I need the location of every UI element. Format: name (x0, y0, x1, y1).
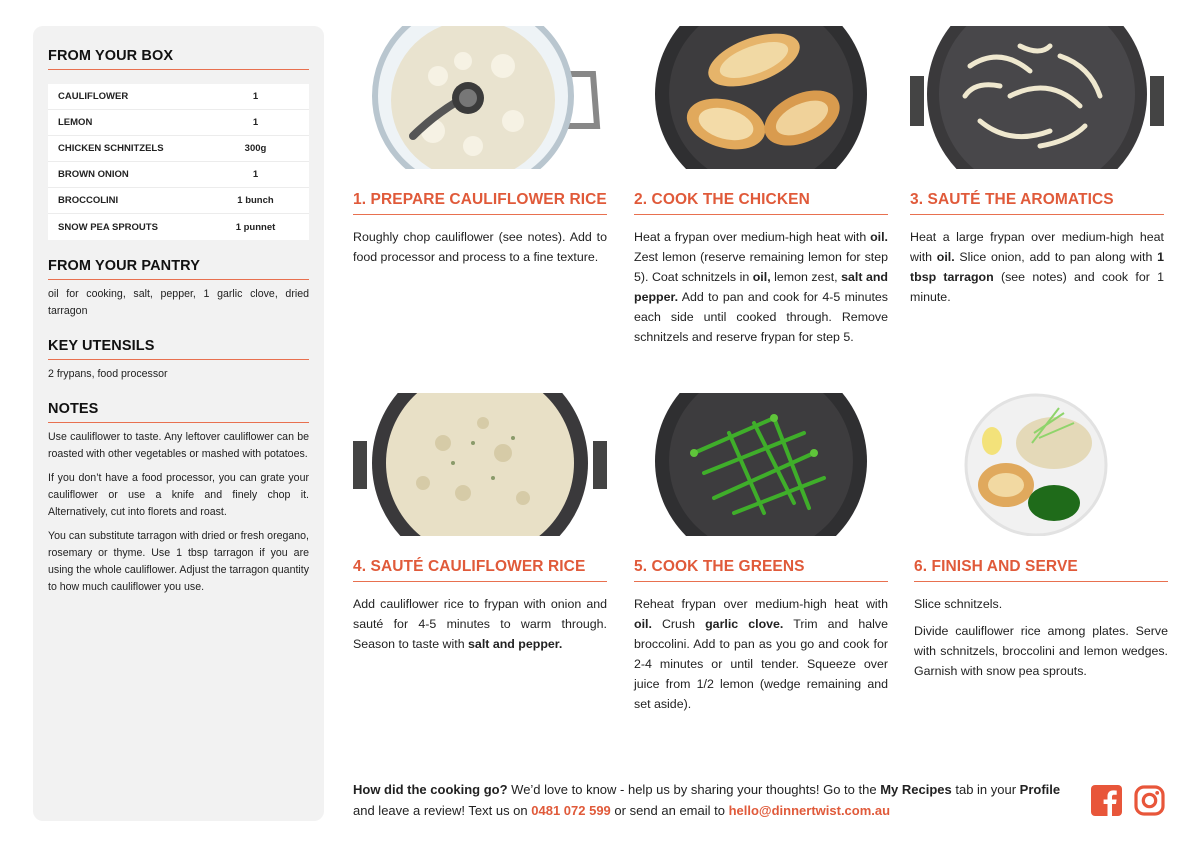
table-row (48, 188, 309, 214)
plated-dish-photo (914, 393, 1168, 536)
step-instructions: Reheat frypan over medium-high heat with oil. Crush garlic clove. Trim and halve broccolini. Add to pan as you go and cook for 2-4 minutes or until tender. Squeeze over juice from 1/2 lemon (wedge remaining and set aside). (634, 597, 888, 711)
step-title: 5. COOK THE GREENS (634, 558, 888, 582)
food-processor-photo (353, 26, 607, 169)
note-paragraph: You can substitute tarragon with dried or fresh oregano, rosemary or thyme. Use 1 tbsp tarragon if you are using the whole cauliflower. Adjust the tarragon quantity to how much cauliflower you use. (48, 530, 309, 593)
step-3 (910, 26, 1164, 307)
utensils-heading: KEY UTENSILS (48, 338, 309, 360)
step-title: 3. SAUTÉ THE AROMATICS (910, 191, 1164, 215)
ingredient-qty: 1 (252, 117, 259, 128)
step-instructions: Heat a frypan over medium-high heat with oil. Zest lemon (reserve remaining lemon for step 5). Coat schnitzels in oil, lemon zest, salt and pepper. Add to pan and cook for 4-5 minutes each side until cooked through. Remove schnitzels and reserve frypan for step 5. (634, 230, 888, 344)
note-paragraph: If you don’t have a food processor, you can grate your cauliflower or use a knife and finely chop it. Alternatively, cut into florets and roast. (48, 472, 309, 518)
greens-pan-photo (634, 393, 888, 536)
step-title: 1. PREPARE CAULIFLOWER RICE (353, 191, 607, 215)
step-title: 4. SAUTÉ CAULIFLOWER RICE (353, 558, 607, 582)
step-4 (353, 393, 607, 654)
step-5 (634, 393, 888, 714)
pantry-text: oil for cooking, salt, pepper, 1 garlic clove, dried tarragon (48, 288, 309, 317)
notes-section (48, 401, 309, 596)
ingredient-name: CHICKEN SCHNITZELS (58, 143, 164, 154)
box-ingredients-table (48, 84, 309, 240)
onion-pan-photo (910, 26, 1164, 169)
step-2 (634, 26, 888, 347)
ingredient-qty: 1 bunch (237, 195, 274, 206)
facebook-icon[interactable] (1091, 785, 1122, 821)
ingredient-name: CAULIFLOWER (58, 91, 129, 102)
ingredient-qty: 1 (252, 169, 259, 180)
step-instructions: Slice schnitzels. Divide cauliflower rice among plates. Serve with schnitzels, broccolini and lemon wedges. Garnish with snow pea sprouts. (914, 597, 1168, 678)
step-instructions: Add cauliflower rice to frypan with onion and sauté for 4-5 minutes to warm through. Season to taste with salt and pepper. (353, 597, 607, 651)
table-row (48, 110, 309, 136)
step-instructions: Heat a large frypan over medium-high heat with oil. Slice onion, add to pan along with 1 tbsp tarragon (see notes) and cook for 1 minute. (910, 230, 1164, 304)
email-link[interactable]: hello@dinnertwist.com.au (728, 803, 891, 818)
ingredient-name: BROCCOLINI (58, 195, 119, 206)
utensils-section (48, 338, 309, 383)
pantry-heading: FROM YOUR PANTRY (48, 258, 309, 280)
instagram-icon[interactable] (1134, 785, 1165, 821)
ingredient-qty: 300g (244, 143, 267, 154)
pantry-section (48, 258, 309, 320)
table-row (48, 214, 309, 240)
notes-heading: NOTES (48, 401, 309, 423)
table-row (48, 84, 309, 110)
step-1 (353, 26, 607, 267)
phone-number[interactable]: 0481 072 599 (531, 803, 611, 818)
step-title: 6. FINISH AND SERVE (914, 558, 1168, 582)
cauliflower-rice-pan-photo (353, 393, 607, 536)
ingredient-name: LEMON (58, 117, 93, 128)
box-heading: FROM YOUR BOX (48, 48, 309, 70)
ingredient-name: SNOW PEA SPROUTS (58, 221, 158, 233)
table-row (48, 162, 309, 188)
ingredient-name: BROWN ONION (58, 169, 129, 180)
table-row (48, 136, 309, 162)
step-title: 2. COOK THE CHICKEN (634, 191, 888, 215)
feedback-footer: How did the cooking go? We’d love to know - help us by sharing your thoughts! Go to the My Recipes tab in your Profile and leave a review! Text us on 0481 072 599 or send an email to hello@dinnertwist.com.au (353, 782, 1061, 818)
ingredient-qty: 1 punnet (235, 221, 276, 233)
note-paragraph: Use cauliflower to taste. Any leftover cauliflower can be roasted with other vegetables or mashed with potatoes. (48, 431, 309, 460)
sidebar-panel (33, 26, 324, 821)
chicken-pan-photo (634, 26, 888, 169)
step-instructions: Roughly chop cauliflower (see notes). Add to food processor and process to a fine texture. (353, 230, 607, 264)
ingredient-qty: 1 (252, 91, 259, 102)
utensils-text: 2 frypans, food processor (48, 368, 168, 380)
step-6 (914, 393, 1168, 688)
